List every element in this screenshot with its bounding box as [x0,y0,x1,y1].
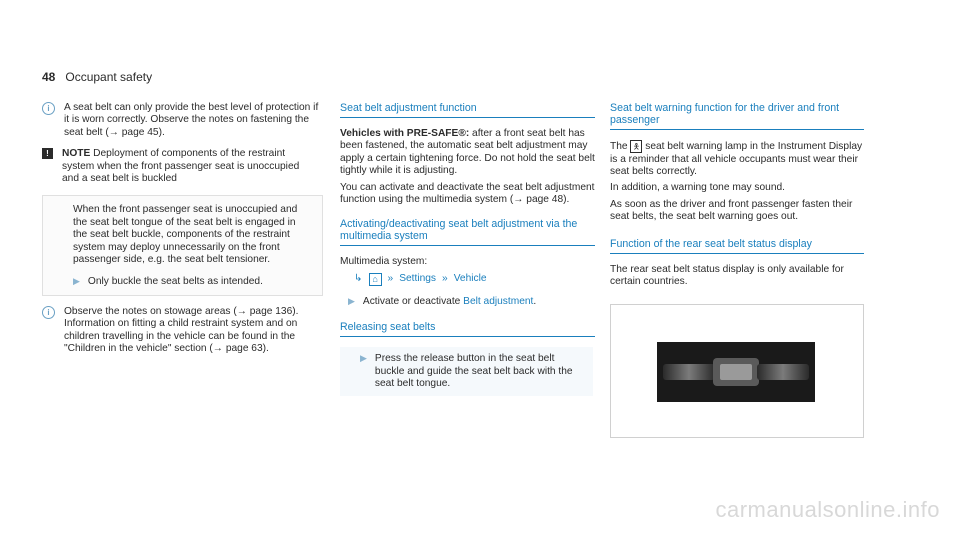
heading-seat-belt-adjustment: Seat belt adjustment function [340,102,595,118]
chevron-icon: » [442,273,448,285]
column-1 [42,102,321,356]
step-activate-text: Activate or deactivate Belt adjustment. [362,295,537,307]
warning-body: When the front passenger seat is unoccupied and the seat belt tongue of the seat belt is engaged in the seat belt buckle, components of the restraint system may deploy unnecessarily on the front passenger side, e.g. the seat belt tensioner. [73,204,298,266]
column-2 [340,102,595,396]
warning-action [73,276,310,288]
note-2-text: Observe the notes on stowage areas (→ page 136). Information on fitting a child restraint system and on children travelling in the vehicle can be found in the "Children in the vehicle" section (→ page 63). [64,305,299,355]
rear-status-display-image [657,342,815,402]
step-release [360,353,585,390]
paragraph-rear-status: The rear seat belt status display is only available for certain countries. [610,263,844,288]
paragraph-tone: In addition, a warning tone may sound. [610,182,785,194]
multimedia-label: Multimedia system: [340,256,428,268]
watermark: carmanualsonline.info [715,497,940,522]
heading-releasing: Releasing seat belts [340,321,595,337]
paragraph-warning-lamp: The 🯅 seat belt warning lamp in the Instrument Display is a reminder that all vehicle occupants must wear their seat belts correctly. [610,141,863,177]
paragraph-pre-safe: Vehicles with PRE-SAFE®: after a front seat belt has been fastened, the automatic seat belt adjustment may apply a certain tightening force. Do not hold the seat belt tightly while it is adjusting. [340,128,595,177]
nav-vehicle[interactable]: Vehicle [453,273,487,285]
paragraph-activate: You can activate and deactivate the seat belt adjustment function using the multimedia system (→ page 48). [340,181,595,206]
note-2 [42,306,321,356]
heading-seat-belt-warning: Seat belt warning function for the driver and front passenger [610,102,864,130]
nav-settings[interactable]: Settings [399,273,437,285]
paragraph-goes-out: As soon as the driver and front passenger fasten their seat belts, the seat belt warning goes out. [610,198,853,223]
note-1-text: A seat belt can only provide the best level of protection if it is worn correctly. Observe the notes on fastening the seat belt (→ page 45). [64,102,319,138]
warning-title-block [42,148,321,185]
arrow-right-icon: ▶ [348,295,355,306]
seat-belt-icon: 🯅 [630,140,642,153]
seat-belt-buckle-icon [657,342,815,402]
path-arrow-icon: ↳ [354,273,363,285]
page-number: 48 [42,70,56,84]
step-release-text: Press the release button in the seat belt buckle and guide the seat belt back with the seat belt tongue. [374,353,573,390]
note-icon: i [42,102,55,115]
step-activate [340,296,595,308]
section-title: Occupant safety [65,70,153,84]
note-icon: i [42,306,55,319]
arrow-right-icon: ▶ [73,276,80,287]
release-step-box [340,347,593,396]
page-header [42,70,152,84]
column-3 [610,102,864,288]
arrow-right-icon: ▶ [360,353,367,364]
rear-status-illustration-frame [610,304,864,438]
chevron-icon: » [387,273,394,285]
heading-rear-status: Function of the rear seat belt status display [610,238,864,254]
home-icon[interactable]: ⌂ [369,273,382,286]
note-1 [42,102,321,139]
belt-adjustment-link[interactable]: Belt adjustment [463,295,534,307]
nav-path [340,273,595,286]
warning-icon: ! [42,148,53,159]
heading-activating: Activating/deactivating seat belt adjustment via the multimedia system [340,218,595,246]
warning-action-text: Only buckle the seat belts as intended. [87,276,263,288]
warning-title: NOTE Deployment of components of the restraint system when the front passenger seat is unoccupied and a seat belt is buckled [62,148,300,185]
warning-box [42,195,323,295]
